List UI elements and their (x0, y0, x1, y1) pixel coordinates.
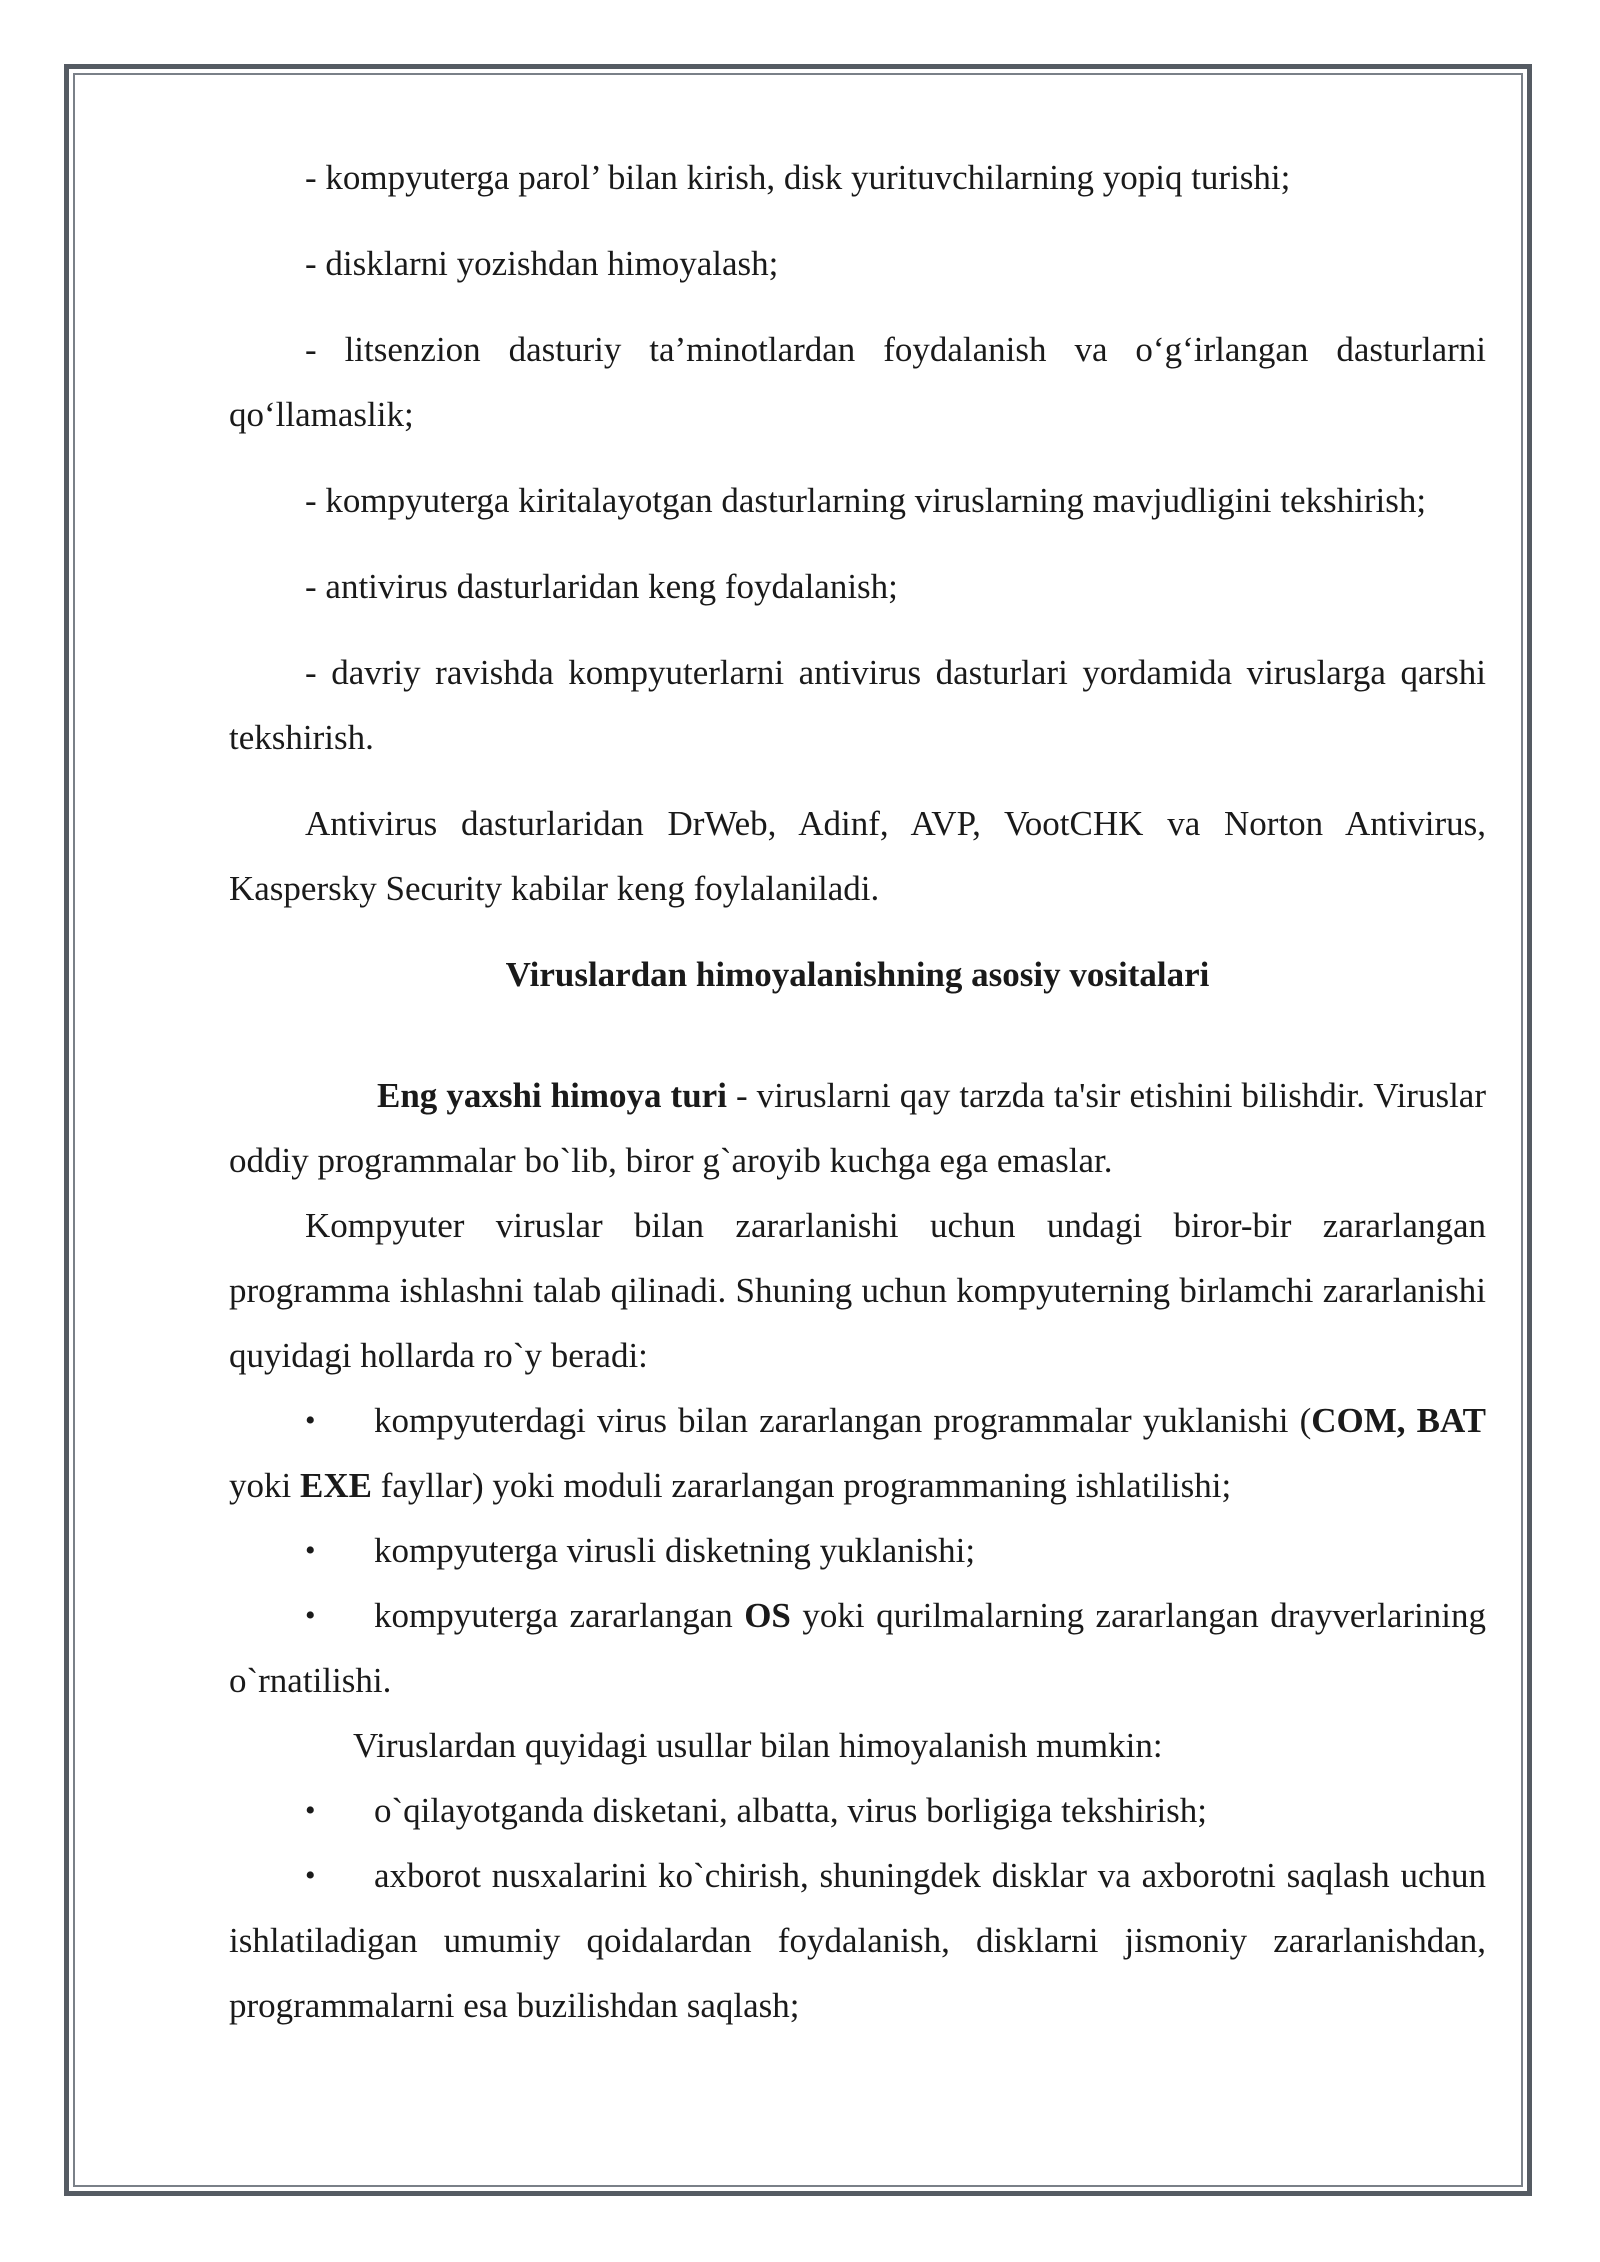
section-heading: Viruslardan himoyalanishning asosiy vositalari (505, 955, 1210, 994)
bullet-icon: • (305, 1859, 316, 1892)
document-body (229, 145, 1486, 2038)
list-item: • kompyuterdagi virus bilan zararlangan programmalar yuklanishi (COM, BAT yoki EXE fayllar) yoki moduli zararlangan programmaning ishlatilishi; (229, 1388, 1486, 1518)
bullet-icon: • (305, 1534, 316, 1567)
protection-intro: Viruslardan quyidagi usullar bilan himoyalanish mumkin: (353, 1726, 1163, 1765)
bullet-icon: • (305, 1404, 316, 1437)
dash-item: - kompyuterga parol’ bilan kirish, disk yurituvchilarning yopiq turishi; (305, 158, 1291, 197)
list-item: • kompyuterga virusli disketning yuklanishi; (229, 1518, 1486, 1583)
list-item: • axborot nusxalarini ko`chirish, shuningdek disklar va axborotni saqlash uchun ishlatiladigan umumiy qoidalardan foydalanish, disklarni jismoniy zararlanishdan, programmalarni esa buzilishdan saqlash; (229, 1843, 1486, 2038)
list-item: • kompyuterga zararlangan OS yoki qurilmalarning zararlangan drayverlarining o`rnatilishi. (229, 1583, 1486, 1713)
antivirus-paragraph: Antivirus dasturlaridan DrWeb, Adinf, AVP, VootCHK va Norton Antivirus, Kaspersky Security kabilar keng foylalaniladi. (229, 804, 1486, 908)
best-protection-bold: Eng yaxshi himoya turi (377, 1076, 727, 1115)
bullet-icon: • (305, 1794, 316, 1827)
bullet-icon: • (305, 1599, 316, 1632)
dash-item: - disklarni yozishdan himoyalash; (305, 244, 779, 283)
list-item: • o`qilayotganda disketani, albatta, virus borligiga tekshirish; (229, 1778, 1486, 1843)
dash-item: - litsenzion dasturiy ta’minotlardan foydalanish va o‘g‘irlangan dasturlarni qo‘llamaslik; (229, 330, 1486, 434)
infection-paragraph: Kompyuter viruslar bilan zararlanishi uchun undagi biror-bir zararlangan programma ishlashni talab qilinadi. Shuning uchun kompyuterning birlamchi zararlanishi quyidagi hollarda ro`y beradi: (229, 1206, 1486, 1375)
best-protection-text: - viruslarni qay tarzda ta'sir etishini bilishdir. Viruslar oddiy programmalar bo`lib, biror g`aroyib kuchga ega emaslar. (229, 1076, 1486, 1180)
dash-item: - davriy ravishda kompyuterlarni antivirus dasturlari yordamida viruslarga qarshi tekshirish. (229, 653, 1486, 757)
dash-item: - kompyuterga kiritalayotgan dasturlarning viruslarning mavjudligini tekshirish; (305, 481, 1427, 520)
dash-item: - antivirus dasturlaridan keng foydalanish; (305, 567, 898, 606)
best-protection-paragraph (229, 1063, 1486, 1193)
